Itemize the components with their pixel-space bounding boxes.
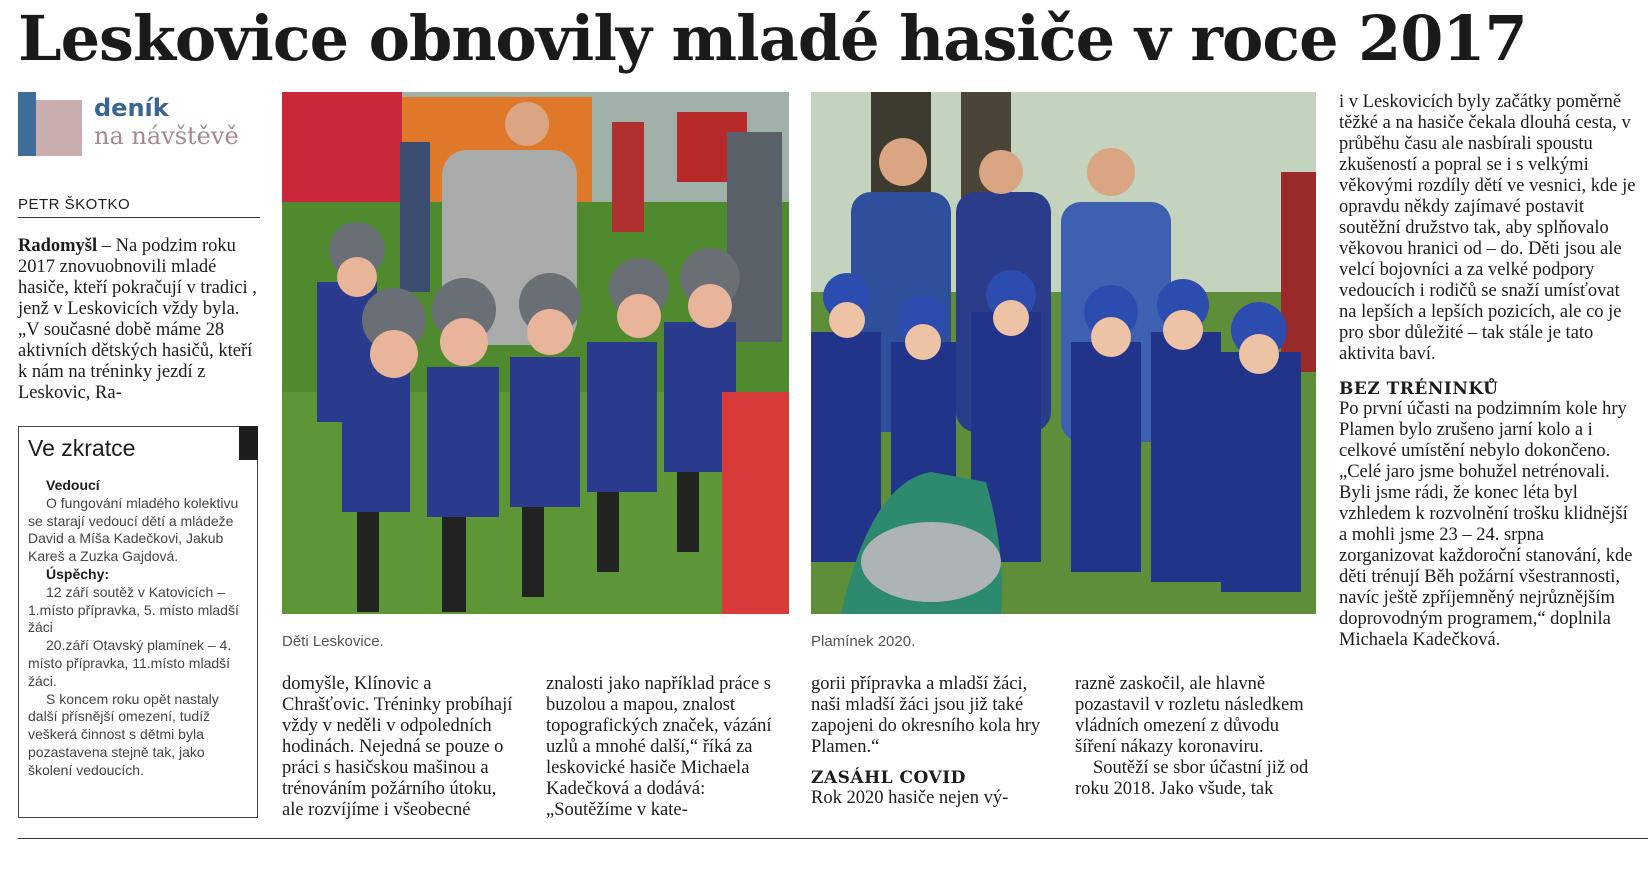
body-column-5 — [1339, 92, 1639, 651]
byline: PETR ŠKOTKO — [18, 196, 260, 218]
logo-bar-blue — [18, 92, 36, 156]
headline: Leskovice obnovily mladé hasiče v roce 2017 — [18, 2, 1527, 75]
box-text-result-1: 12 září soutěž v Katovicích – 1.místo přípravka, 5. místo mladší žáci — [28, 583, 239, 636]
box-title: Ve zkratce — [28, 435, 136, 461]
box-corner-mark — [239, 426, 258, 460]
box-text-end: S koncem roku opět nastaly další přísnější omezení, tudíž veškerá činnost s dětmi byla pozastavena stejně tak, jako školení vedoucích. — [28, 690, 219, 778]
photo-plaminek-2020 — [811, 92, 1316, 614]
subheading-no-training: BEZ TRÉNINKŮ — [1339, 379, 1499, 399]
column-5-paragraph-2: Po první účasti na podzimním kole hry Plamen bylo zrušeno jarní kolo a i celkové umístění nebylo dokončeno. „Celé jaro jsme bohužel netrénovali. Byli jsme rádi, že konec léta byl vzhledem k rozvolnění trošku klidnější a mohli jsme 23 – 24. srpna zorganizovat každoroční stanování, kde děti trénují Běh požární všestrannosti, navíc ještě zpříjemněný nejrůznějším doprovodným programem,“ doplnila Michaela Kadečková. — [1339, 399, 1633, 650]
body-column-2: znalosti jako například práce s buzolou a mapou, znalost topografických značek, vázání uzlů a mnohé další,“ říká za leskovické hasiče Michaela Kadečková a dodává: „Soutěžíme v kate- — [546, 674, 772, 820]
column-4-paragraph-2: Soutěží se sbor účastní již od roku 2018. Jako všude, tak — [1075, 758, 1309, 799]
column-3-paragraph-2: Rok 2020 hasiče nejen vý- — [811, 788, 1009, 808]
body-column-3 — [811, 674, 1047, 809]
subheading-covid: ZASÁHL COVID — [811, 768, 966, 788]
column-3-paragraph-1: gorii přípravka a mladší žáci, naši mladší žáci jsou již také zapojeni do okresního kola hry Plamen.“ — [811, 674, 1041, 757]
logo-bar-pink — [36, 100, 82, 156]
bottom-rule — [18, 838, 1648, 839]
logo-line2: na návštěvě — [94, 122, 239, 150]
box-heading-results: Úspěchy: — [46, 565, 110, 582]
box-text-leaders: O fungování mladého kolektivu se starají vedoucí dětí a mládeže David a Míša Kadečkovi, Jakub Kareš a Zuzka Gajdová. — [28, 494, 239, 565]
column-4-paragraph-1: razně zaskočil, ale hlavně pozastavil v rozletu následkem vládních omezení z důvodu šíření nákazy koronaviru. — [1075, 674, 1304, 757]
lead-text: – Na podzim roku 2017 znovuobnovili mladé hasiče, kteří pokračují v tradici , jenž v Leskovicích vždy byla. „V současné době máme 28 aktivních dětských hasičů, kteří k nám na tréninky jezdí z Leskovic, Ra- — [18, 236, 257, 403]
box-text-result-2: 20.září Otavský plamínek – 4. místo přípravka, 11.místo mladší žáci. — [28, 637, 232, 689]
photo-caption-1: Děti Leskovice. — [282, 633, 384, 650]
denik-na-navsteve-logo — [18, 92, 263, 158]
body-column-4 — [1075, 674, 1311, 800]
body-column-1: domyšle, Klínovic a Chrašťovic. Tréninky probíhají vždy v neděli v odpoledních hodinách. Nejedná se pouze o práci s hasičskou mašinou a trénováním požárního útoku, ale rozvíjíme i všeobecné — [282, 674, 513, 820]
summary-box — [18, 426, 258, 818]
logo-line1: deník — [94, 94, 169, 122]
box-heading-leaders: Vedoucí — [46, 477, 100, 493]
photo-children-leskovice — [282, 92, 789, 614]
lead-place: Radomyšl — [18, 236, 98, 256]
column-5-paragraph-1: i v Leskovicích byly začátky poměrně těžké a na hasiče čekala dlouhá cesta, v průběhu času ale nasbírali spoustu zkušeností a popral se i s velkými věkovými rozdíly dětí ve vesnici, kde je opravdu někdy zajímavé postavit soutěžní družstvo tak, aby splňovalo věkovou hranici od – do. Děti jsou ale velcí bojovníci a za velké podpory vedoucích i rodičů se snaží umísťovat na lepších a lepších pozicích, ale co je pro sbor důležité – tak stále je tato aktivita baví. — [1339, 92, 1636, 364]
lead-paragraph — [18, 236, 260, 404]
box-content — [28, 477, 250, 780]
photo-caption-2: Plamínek 2020. — [811, 633, 916, 650]
